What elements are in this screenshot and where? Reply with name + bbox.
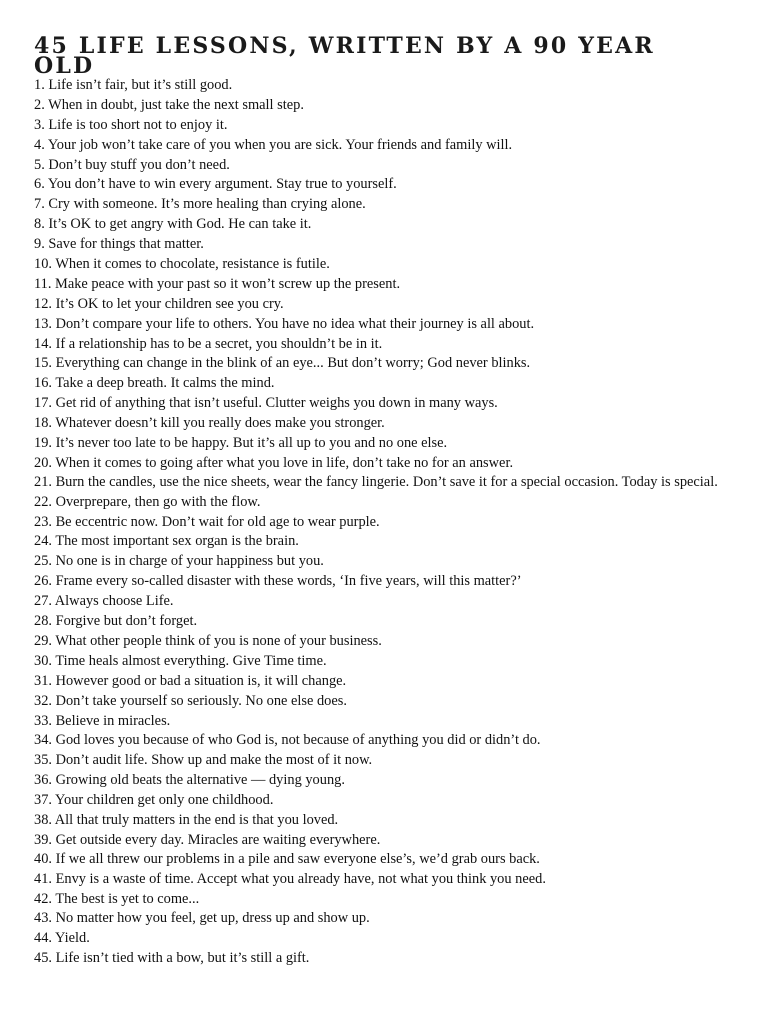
lesson-item: 4. Your job won’t take care of you when you are sick. Your friends and family will. [34, 136, 513, 153]
lesson-item: 17. Get rid of anything that isn’t useful. Clutter weighs you down in many ways. [34, 395, 498, 412]
lesson-item: 32. Don’t take yourself so seriously. No one else does. [34, 692, 347, 709]
document-title: 45 LIFE LESSONS, WRITTEN BY A 90 YEAR OLD [34, 33, 655, 79]
lesson-item: 30. Time heals almost everything. Give Time time. [34, 652, 327, 669]
lesson-item: 22. Overprepare, then go with the flow. [34, 493, 261, 510]
lesson-item: 7. Cry with someone. It’s more healing than crying alone. [34, 196, 366, 213]
lesson-item: 10. When it comes to chocolate, resistance is futile. [34, 256, 330, 273]
lesson-item: 20. When it comes to going after what you love in life, don’t take no for an answer. [34, 454, 514, 471]
lesson-item: 11. Make peace with your past so it won’t screw up the present. [34, 275, 401, 292]
lesson-item: 31. However good or bad a situation is, it will change. [34, 672, 347, 689]
lesson-item: 43. No matter how you feel, get up, dress up and show up. [34, 910, 370, 927]
lesson-item: 38. All that truly matters in the end is that you loved. [34, 811, 339, 828]
lesson-item: 35. Don’t audit life. Show up and make the most of it now. [34, 752, 373, 769]
lesson-item: 41. Envy is a waste of time. Accept what you already have, not what you think you need. [34, 870, 546, 887]
lesson-item: 23. Be eccentric now. Don’t wait for old age to wear purple. [34, 513, 380, 530]
lesson-item: 39. Get outside every day. Miracles are waiting everywhere. [34, 831, 381, 848]
lesson-item: 14. If a relationship has to be a secret, you shouldn’t be in it. [34, 335, 383, 352]
lesson-item: 6. You don’t have to win every argument. Stay true to yourself. [34, 176, 397, 193]
lesson-item: 9. Save for things that matter. [34, 236, 204, 253]
lesson-item: 1. Life isn’t fair, but it’s still good. [34, 77, 233, 93]
lesson-item: 27. Always choose Life. [34, 593, 174, 610]
lesson-item: 40. If we all threw our problems in a pile and saw everyone else’s, we’d grab ours back. [34, 850, 540, 867]
lesson-item: 15. Everything can change in the blink of an eye... But don’t worry; God never blinks. [34, 355, 531, 372]
lesson-item: 21. Burn the candles, use the nice sheets, wear the fancy lingerie. Don’t save it for a special occasion. Today is special. [34, 473, 718, 490]
lesson-item: 5. Don’t buy stuff you don’t need. [34, 156, 230, 173]
lesson-item: 36. Growing old beats the alternative — dying young. [34, 772, 345, 789]
lesson-item: 18. Whatever doesn’t kill you really does make you stronger. [34, 415, 385, 432]
lessons-list [34, 77, 728, 966]
lesson-item: 12. It’s OK to let your children see you cry. [34, 295, 284, 312]
lesson-item: 29. What other people think of you is none of your business. [34, 632, 382, 649]
lesson-item: 16. Take a deep breath. It calms the mind. [34, 375, 275, 392]
lesson-item: 45. Life isn’t tied with a bow, but it’s still a gift. [34, 950, 310, 967]
lesson-item: 19. It’s never too late to be happy. But it’s all up to you and no one else. [34, 435, 448, 452]
lesson-item: 26. Frame every so-called disaster with these words, ‘In five years, will this matter?’ [34, 573, 522, 590]
lesson-item: 3. Life is too short not to enjoy it. [34, 116, 228, 133]
lesson-item: 37. Your children get only one childhood. [34, 792, 274, 809]
lesson-item: 33. Believe in miracles. [34, 712, 171, 729]
lesson-item: 13. Don’t compare your life to others. You have no idea what their journey is all about. [34, 315, 535, 332]
lesson-item: 34. God loves you because of who God is, not because of anything you did or didn’t do. [34, 732, 541, 749]
lesson-item: 42. The best is yet to come... [34, 890, 200, 907]
lesson-item: 44. Yield. [34, 930, 90, 947]
lesson-item: 8. It’s OK to get angry with God. He can take it. [34, 216, 312, 233]
lesson-item: 24. The most important sex organ is the brain. [34, 533, 299, 550]
lesson-item: 2. When in doubt, just take the next small step. [34, 96, 304, 113]
lesson-item: 25. No one is in charge of your happiness but you. [34, 553, 324, 570]
lesson-item: 28. Forgive but don’t forget. [34, 613, 198, 630]
